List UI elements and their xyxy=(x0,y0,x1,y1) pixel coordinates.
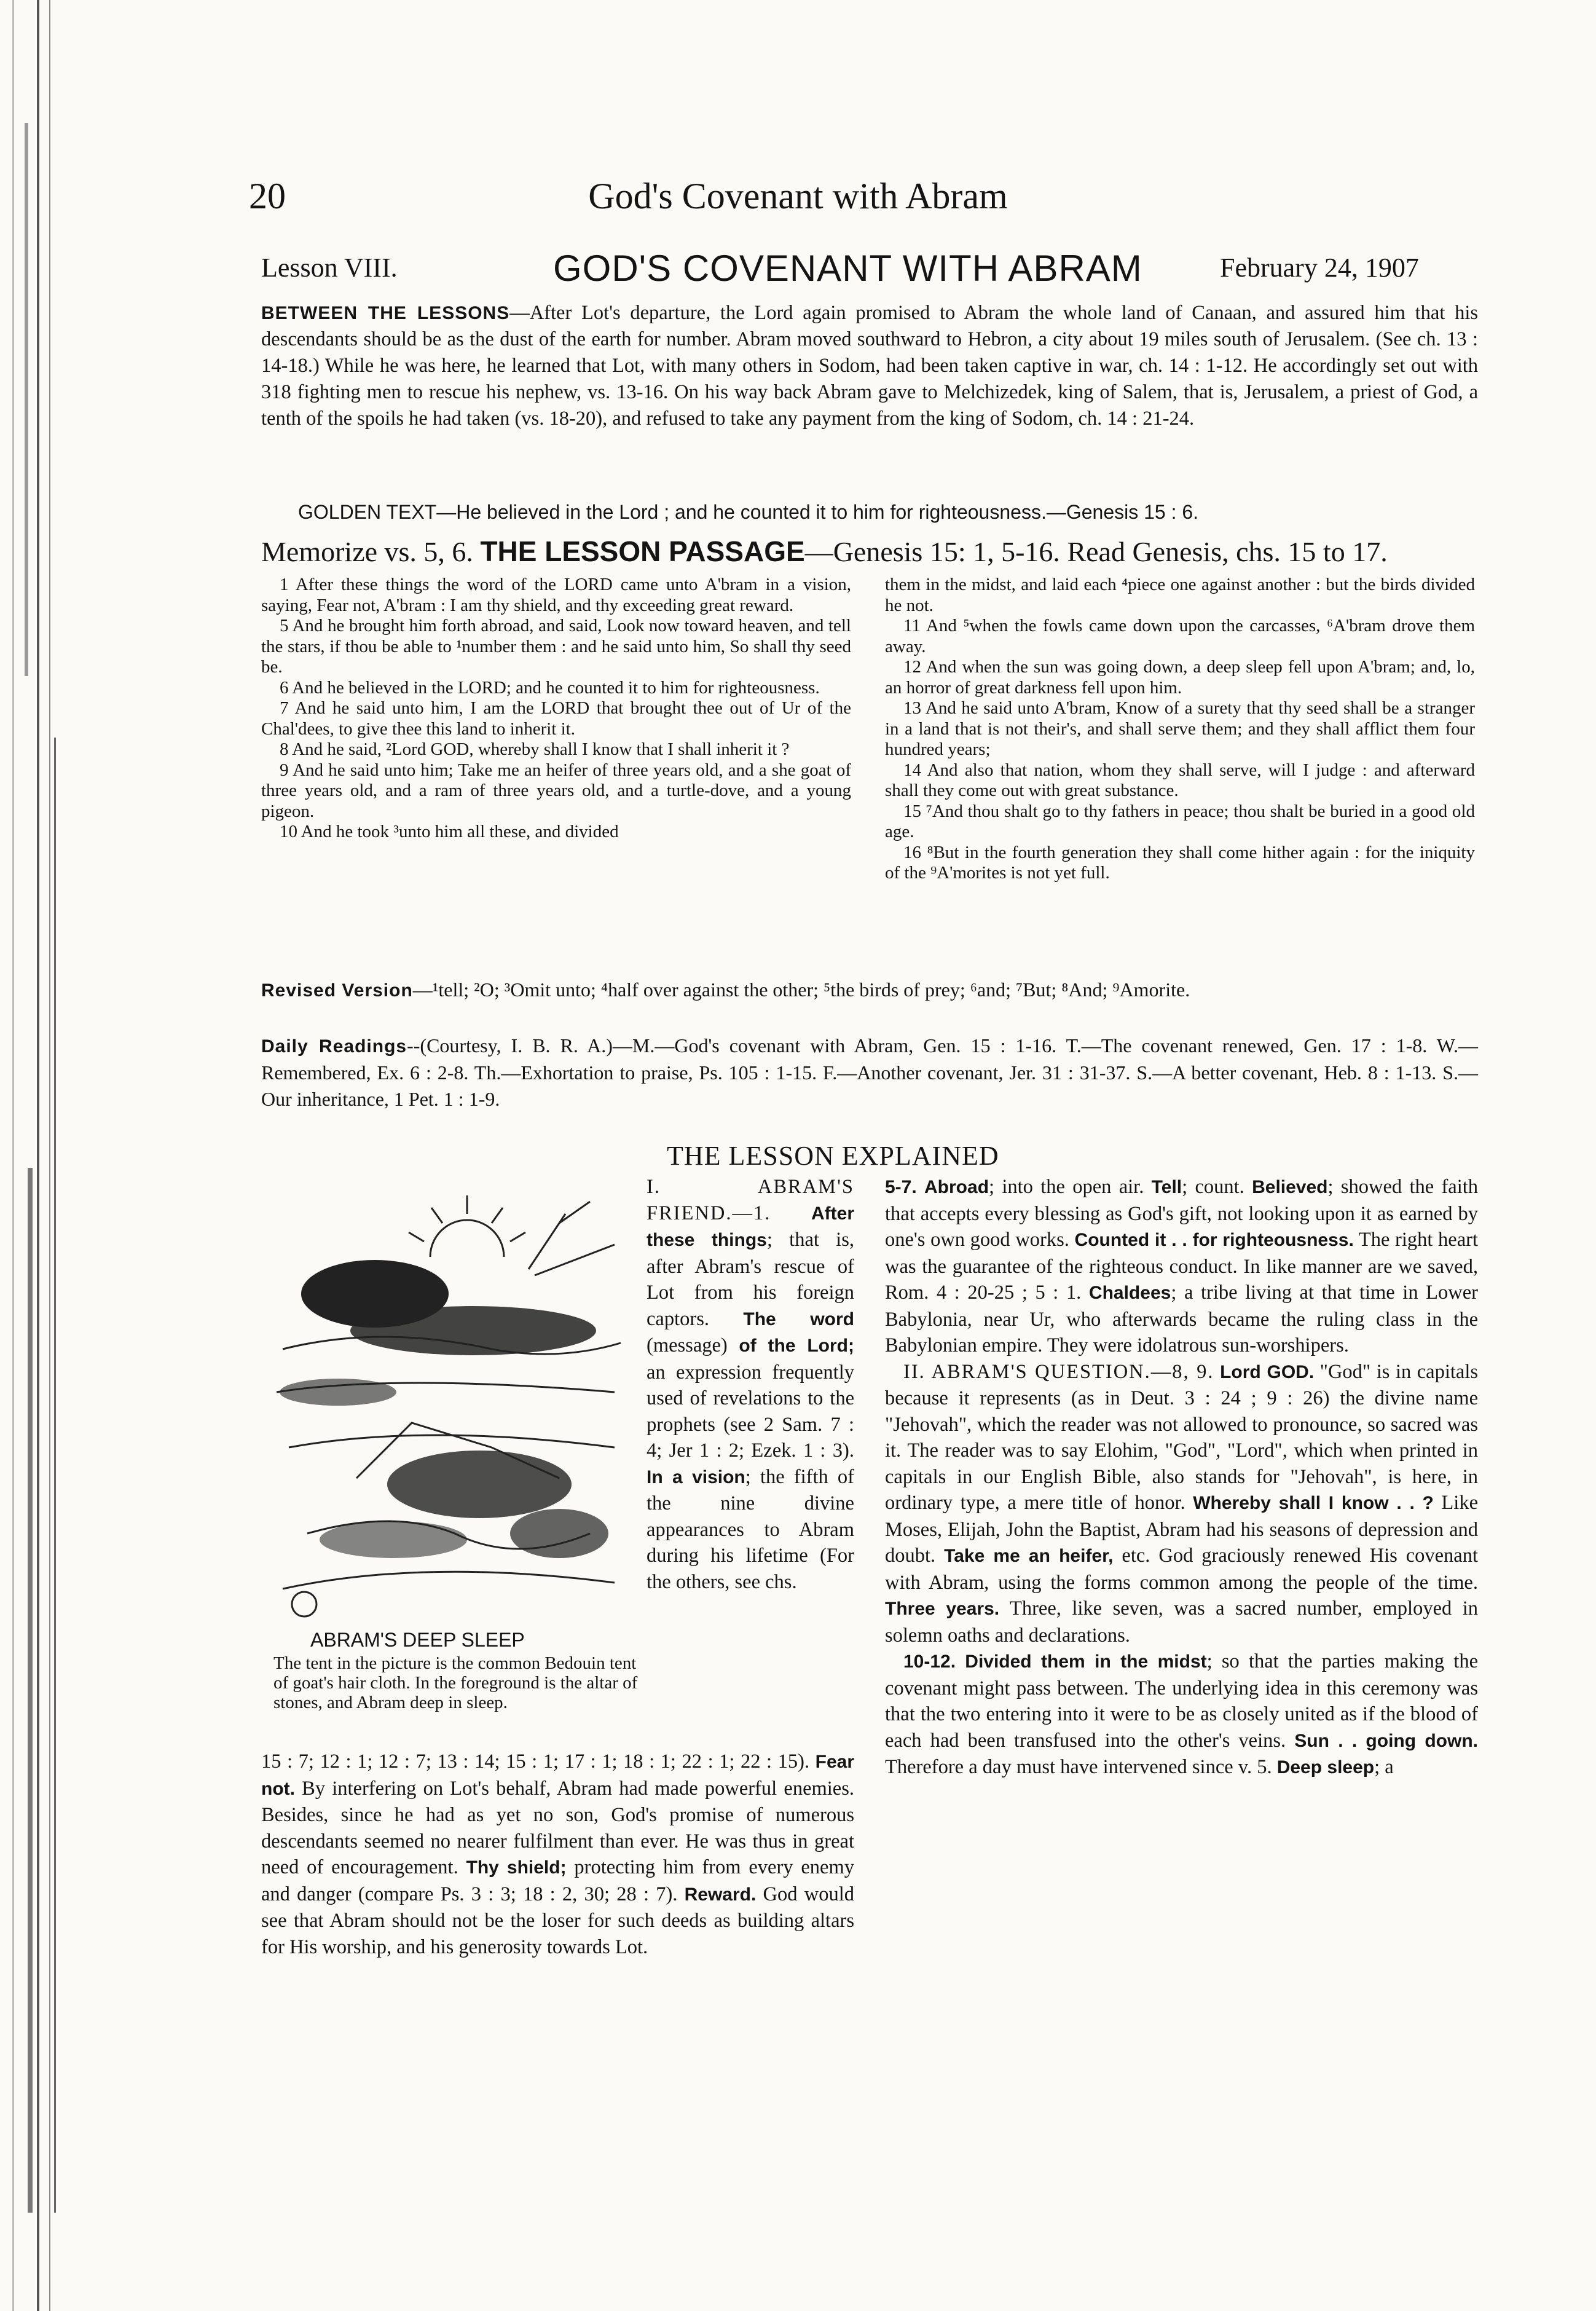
note-text: an expression frequently used of revelations to the prophets (see 2 Sam. 7 : 4; Jer 1 : 2; Ezek. 1 : 3). xyxy=(647,1361,854,1462)
passage-title: THE LESSON PASSAGE xyxy=(480,535,805,567)
term: Lord GOD. xyxy=(1220,1361,1315,1382)
term: Divided them in the midst xyxy=(965,1652,1207,1672)
term: Three years. xyxy=(885,1599,1000,1619)
verse: 1 After these things the word of the LORD came unto A'bram in a vision, saying, Fear not, A'bram : I am thy shield, and thy exceeding great reward. xyxy=(261,575,851,615)
explanation-right-column xyxy=(885,1174,1478,1781)
note-text: ; a xyxy=(1374,1756,1394,1778)
read-note: Read Genesis, chs. 15 to 17. xyxy=(1067,536,1388,567)
note-text: etc. God graciously renewed His covenant with Abram, using the forms common among the people of the time. xyxy=(885,1545,1478,1594)
lesson-number: Lesson VIII. xyxy=(261,253,398,283)
verse: them in the midst, and laid each ⁴piece one against another : but the birds divided he not. xyxy=(885,575,1475,615)
note-text: 15 : 7; 12 : 1; 12 : 7; 13 : 14; 15 : 1; 17 : 1; 18 : 1; 22 : 1; 22 : 15). xyxy=(261,1750,816,1773)
term: Believed xyxy=(1252,1177,1328,1197)
verses-left-column xyxy=(261,575,851,843)
note-text: Like Moses, Elijah, John the Baptist, Abram had his seasons of depression and doubt. xyxy=(885,1492,1478,1567)
illustration-caption-text: The tent in the picture is the common Bedouin tent of goat's hair cloth. In the foreground is the altar of stones, and Abram deep in sleep. xyxy=(273,1653,638,1712)
section-heading: II. ABRAM'S QUESTION.—8, 9. xyxy=(903,1360,1214,1383)
revised-text: —¹tell; ²O; ³Omit unto; ⁴half over against the other; ⁵the birds of prey; ⁶and; ⁷But; ⁸And; ⁹Amorite. xyxy=(412,978,1190,1001)
term: Take me an heifer, xyxy=(944,1546,1114,1566)
note-text: ; into the open air. xyxy=(989,1176,1152,1198)
note-text: ; that is, after Abram's rescue of Lot from his foreign captors. xyxy=(647,1229,854,1330)
note-text: ; showed the faith that accepts every blessing as God's gift, not looking upon it as earned by one's own good works. xyxy=(885,1176,1479,1251)
term: In a vision xyxy=(647,1467,745,1487)
note-text: Therefore a day must have intervened since v. 5. xyxy=(885,1756,1277,1778)
daily-label: Daily Readings xyxy=(261,1036,407,1057)
note-text: protecting him from every enemy and danger (compare Ps. 3 : 3; 18 : 2, 30; 28 : 7). xyxy=(261,1856,854,1905)
note-text: ; a tribe living at that time in Lower Babylonia, near Ur, who afterwards became the ruling class in the Babylonian empire. They were idolatrous sun-worshipers. xyxy=(885,1281,1479,1356)
revised-version-notes xyxy=(261,978,1478,1002)
between-text: —After Lot's departure, the Lord again promised to Abram the whole land of Canaan, and assured him that his descendants should be as the dust of the earth for number. Abram moved southward to Hebron, a city about 19 miles south of Jerusalem. (See ch. 13 : 14-18.) While he was here, he learned that Lot, with many others in Sodom, had been taken captive in war, ch. 14 : 1-12. He accordingly set out with 318 fighting men to rescue his nephew, vs. 13-16. On his way back Abram gave to Melchizedek, king of Salem, that is, Jerusalem, a priest of God, a tenth of the spoils he had taken (vs. 18-20), and refused to take any payment from the king of Sodom, ch. 14 : 21-24. xyxy=(261,302,1478,430)
note-text: Three, like seven, was a sacred number, employed in solemn oaths and declarations. xyxy=(885,1597,1478,1647)
term: Thy shield; xyxy=(466,1857,567,1878)
lesson-date: February 24, 1907 xyxy=(1220,253,1419,283)
illustration-caption-title: ABRAM'S DEEP SLEEP xyxy=(310,1629,525,1651)
memorize-note: Memorize vs. 5, 6. xyxy=(261,536,473,567)
note-text: By interfering on Lot's behalf, Abram had made powerful enemies. Besides, since he had as yet no son, God's promise of numerous descendants seemed no nearer fulfilment than ever. He was thus in great need of encouragement. xyxy=(261,1777,854,1878)
term: Chaldees xyxy=(1088,1283,1171,1303)
explanation-narrow-column xyxy=(647,1174,854,1595)
verse: 11 And ⁵when the fowls came down upon the carcasses, ⁶A'bram drove them away. xyxy=(885,616,1475,656)
explanation-left-column xyxy=(261,1749,854,1960)
passage-reference: —Genesis 15: 1, 5-16. xyxy=(804,536,1060,567)
verse: 14 And also that nation, whom they shall serve, will I judge : and afterward shall they come out with great substance. xyxy=(885,760,1475,800)
verse: 9 And he said unto him; Take me an heifer of three years old, and a she goat of three years old, and a ram of three years old, and a turtle-dove, and a young pigeon. xyxy=(261,760,851,821)
revised-label: Revised Version xyxy=(261,980,413,1001)
term: The word xyxy=(743,1309,854,1329)
verses-right-column xyxy=(885,575,1475,884)
verse: 10 And he took ³unto him all these, and divided xyxy=(280,822,619,841)
between-label: BETWEEN THE LESSONS xyxy=(261,303,510,323)
term: Fear not. xyxy=(261,1752,854,1799)
note-text: "God" is in capitals because it represents (as in Deut. 3 : 24 ; 9 : 26) the divine name "Jehovah", which the reader was not allowed to pronounce, so sacred was it. The reader was to say Elohim, "God", "Lord", which when printed in capitals in our English Bible, also stands for "Jehovah", is here, in ordinary type, a mere title of honor. xyxy=(885,1360,1478,1514)
term: Abroad xyxy=(924,1177,989,1197)
term: Sun . . going down. xyxy=(1294,1730,1478,1751)
lesson-passage-heading xyxy=(261,535,1478,568)
verse: 15 ⁷And thou shalt go to thy fathers in peace; thou shalt be buried in a good old age. xyxy=(885,801,1475,841)
note-text: (message) xyxy=(647,1334,739,1356)
note-text: ; count. xyxy=(1182,1176,1252,1198)
verse: 8 And he said, ²Lord GOD, whereby shall I know that I shall inherit it ? xyxy=(280,739,790,759)
daily-readings xyxy=(261,1033,1478,1112)
verse: 6 And he believed in the LORD; and he counted it to him for righteousness. xyxy=(280,677,820,698)
note-text: ; so that the parties making the covenant might pass between. The underlying idea in this ceremony was that the two entering into it were to be as closely united as if the blood of each had been transfused into the other's veins. xyxy=(885,1650,1479,1752)
verse: 12 And when the sun was going down, a deep sleep fell upon A'bram; and, lo, an horror of great darkness fell upon him. xyxy=(885,657,1475,698)
verse: 13 And he said unto A'bram, Know of a surety that thy seed shall be a stranger in a land that is not their's, and shall serve them; and they shall afflict them four hundred years; xyxy=(885,698,1475,759)
term: After these things xyxy=(647,1203,854,1250)
section-heading: I. ABRAM'S FRIEND.—1. xyxy=(647,1176,854,1224)
scan-binding-edge xyxy=(0,0,68,2311)
term: of the Lord; xyxy=(739,1336,854,1356)
term: Whereby shall I know . . ? xyxy=(1193,1493,1434,1513)
verse-ref: 5-7. xyxy=(885,1177,917,1197)
running-title: God's Covenant with Abram xyxy=(588,176,1008,216)
note-text: The right heart was the guarantee of the righteous conduct. In like manner are we saved, Rom. 4 : 20-25 ; 5 : 1. xyxy=(885,1229,1478,1304)
lesson-title: GOD'S COVENANT WITH ABRAM xyxy=(553,248,1142,289)
between-the-lessons xyxy=(261,300,1478,432)
daily-text: --(Courtesy, I. B. R. A.)—M.—God's covenant with Abram, Gen. 15 : 1-16. T.—The covenant renewed, Gen. 17 : 1-8. W.—Remembered, Ex. 6 : 2-8. Th.—Exhortation to praise, Ps. 105 : 1-15. F.—Another covenant, Jer. 31 : 31-37. S.—A better covenant, Heb. 8 : 1-13. S.—Our inheritance, 1 Pet. 1 : 1-9. xyxy=(261,1034,1479,1110)
verse: 7 And he said unto him, I am the LORD that brought thee out of Ur of the Chal'dees, to give thee this land to inherit it. xyxy=(261,698,851,739)
verse: 16 ⁸But in the fourth generation they shall come hither again : for the iniquity of the ⁹A'morites is not yet full. xyxy=(885,842,1475,883)
page-number: 20 xyxy=(249,176,286,216)
note-text: ; the fifth of the nine divine appearances to Abram during his lifetime (For the others, see chs. xyxy=(647,1465,854,1593)
lesson-explained-heading: THE LESSON EXPLAINED xyxy=(667,1141,999,1171)
verse-ref: 10-12. xyxy=(903,1652,956,1672)
golden-text: GOLDEN TEXT—He believed in the Lord ; and he counted it to him for righteousness.—Genesis 15 : 6. xyxy=(298,501,1199,523)
verse: 5 And he brought him forth abroad, and said, Look now toward heaven, and tell the stars, if thou be able to ¹number them : and he said unto him, So shall thy seed be. xyxy=(261,616,851,677)
abrams-deep-sleep-illustration xyxy=(270,1189,627,1626)
term: Reward. xyxy=(684,1884,757,1905)
term: Counted it . . for righteousness. xyxy=(1074,1230,1354,1250)
term: Tell xyxy=(1151,1177,1182,1197)
term: Deep sleep xyxy=(1276,1757,1375,1778)
note-text: God would see that Abram should not be the loser for such deeds as building altars for His worship, and his generosity towards Lot. xyxy=(261,1883,854,1958)
